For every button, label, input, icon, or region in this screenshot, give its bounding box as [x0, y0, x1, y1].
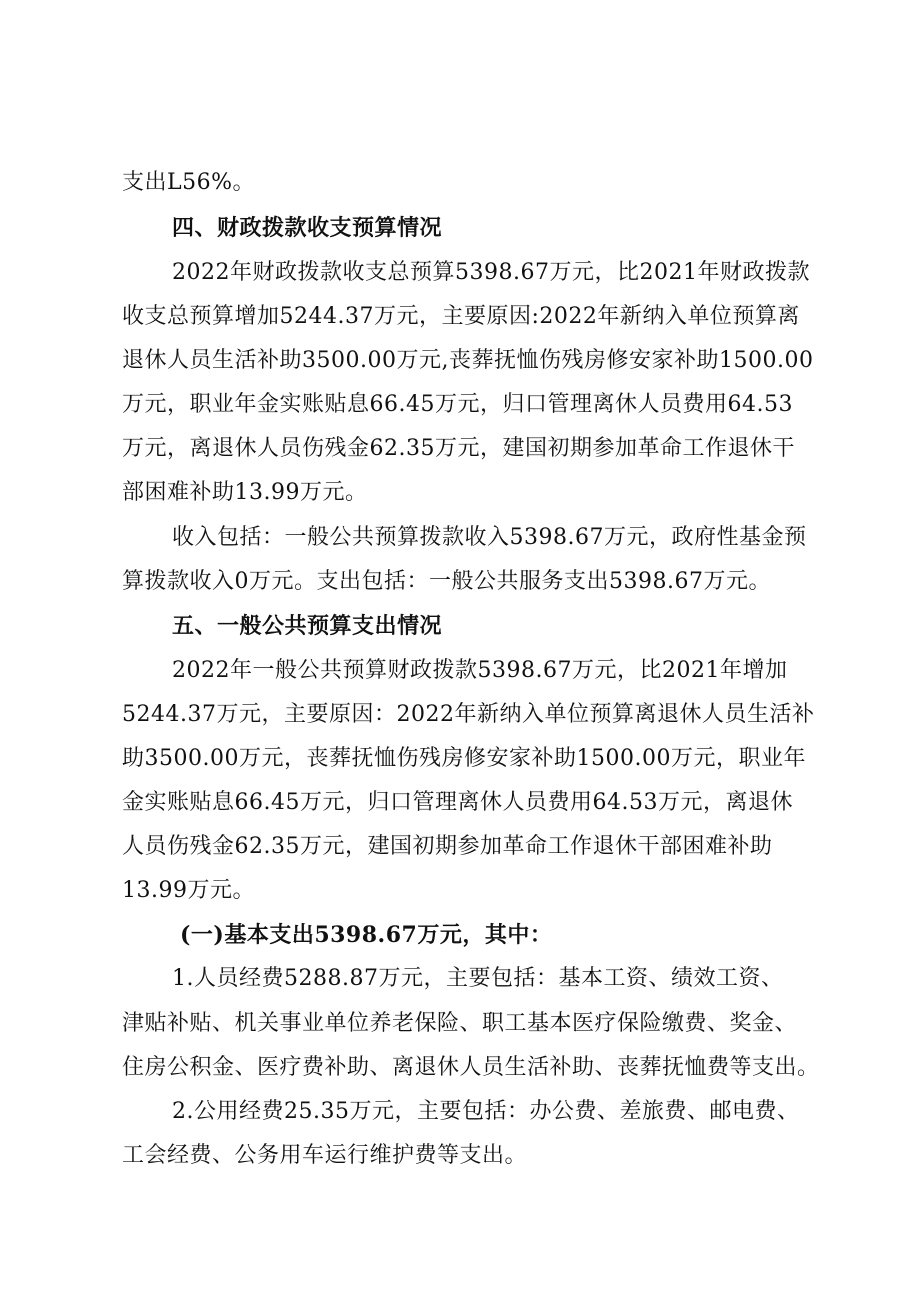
paragraph-4-line-3: 退休人员生活补助3500.00万元,丧葬抚恤伤残房修安家补助1500.00 [122, 348, 814, 373]
paragraph-5-line-6: 13.99万元。 [122, 878, 255, 903]
paragraph-5-line-3: 助3500.00万元，丧葬抚恤伤残房修安家补助1500.00万元，职业年 [122, 746, 806, 771]
subsection-basic-expenditure: (一)基本支出5398.67万元，其中： [180, 922, 553, 948]
paragraph-4-line-4: 万元，职业年金实账贴息66.45万元，归口管理离休人员费用64.53 [122, 392, 793, 417]
paragraph-4-line-5: 万元，离退休人员伤残金62.35万元，建国初期参加革命工作退休干 [122, 436, 795, 461]
public-expense-item-line-1: 2.公用经费25.35万元，主要包括：办公费、差旅费、邮电费、 [172, 1099, 800, 1124]
personnel-item-line-1: 1.人员经费5288.87万元，主要包括：基本工资、绩效工资、 [172, 966, 784, 991]
personnel-item-line-2: 津贴补贴、机关事业单位养老保险、职工基本医疗保险缴费、奖金、 [122, 1011, 798, 1036]
public-expense-item-line-2: 工会经费、公务用车运行维护费等支出。 [122, 1143, 528, 1168]
paragraph-4-line-6: 部困难补助13.99万元。 [122, 480, 368, 505]
income-paragraph-line-1: 收入包括：一般公共预算拨款收入5398.67万元，政府性基金预 [172, 525, 807, 550]
paragraph-4-line-1: 2022年财政拨款收支总预算5398.67万元，比2021年财政拨款 [172, 260, 810, 285]
personnel-item-line-3: 住房公积金、医疗费补助、离退休人员生活补助、丧葬抚恤费等支出。 [122, 1055, 820, 1080]
income-paragraph-line-2: 算拨款收入0万元。支出包括：一般公共服务支出5398.67万元。 [122, 569, 771, 594]
paragraph-5-line-1: 2022年一般公共预算财政拨款5398.67万元，比2021年增加 [172, 658, 788, 683]
paragraph-5-line-2: 5244.37万元，主要原因：2022年新纳入单位预算离退休人员生活补 [122, 702, 815, 727]
paragraph-4-line-2: 收支总预算增加5244.37万元，主要原因:2022年新纳入单位预算离 [122, 304, 800, 329]
paragraph-5-line-4: 金实账贴息66.45万元，归口管理离休人员费用64.53万元，离退休 [122, 790, 793, 815]
text-line-continuation: 支出L56%。 [122, 170, 256, 195]
section-heading-4: 四、财政拨款收支预算情况 [172, 215, 443, 241]
paragraph-5-line-5: 人员伤残金62.35万元，建国初期参加革命工作退休干部困难补助 [122, 834, 773, 859]
section-heading-5: 五、一般公共预算支出情况 [172, 613, 443, 639]
